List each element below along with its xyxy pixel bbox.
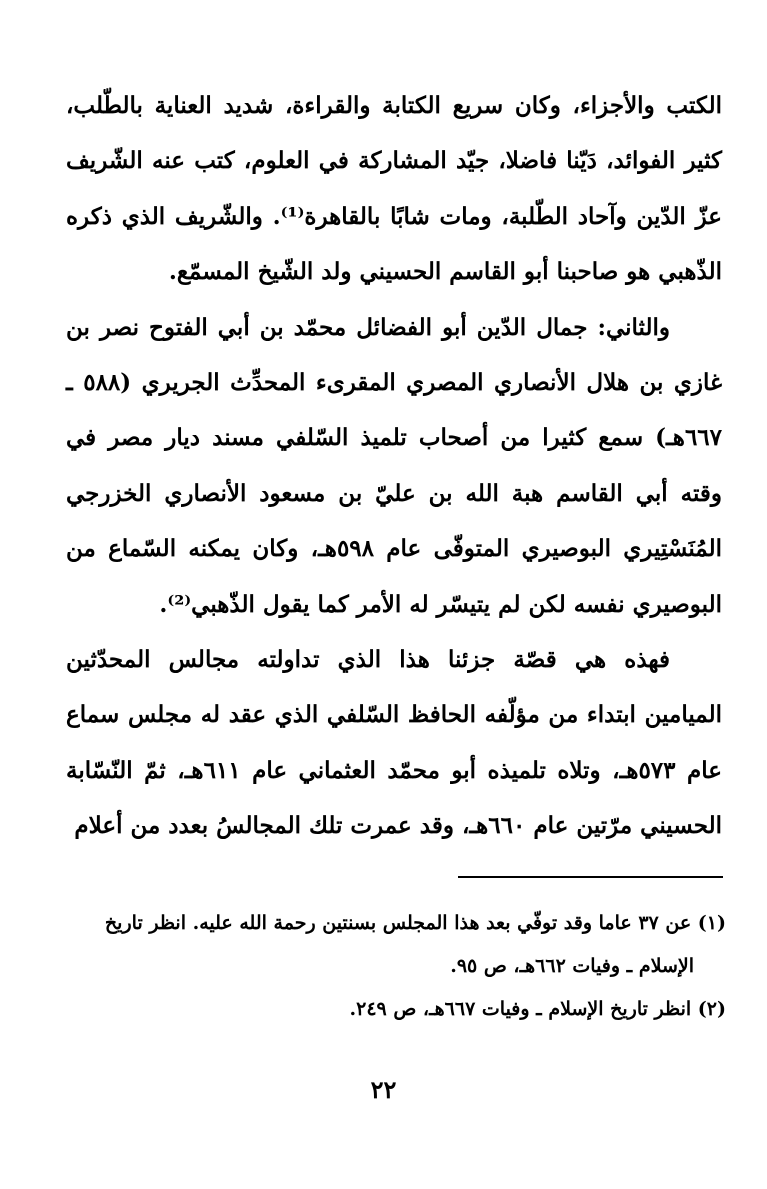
paragraph-1 xyxy=(66,78,722,300)
text-line: فهذه هي قصّة جزئنا هذا الذي تداولته مجالس المحدّثين الميامين xyxy=(66,646,722,729)
text-line: وقته أبي القاسم هبة الله بن عليّ بن مسعود الأنصاري الخزرجي xyxy=(66,479,722,507)
footnote-line: (٢) انظر تاريخ الإسلام ـ وفيات ٦٦٧هـ، ص ٢٤٩. xyxy=(349,998,726,1020)
text-line: غازي بن هلال الأنصاري المصري المقرىء المحدِّث الجريري (٥٨٨ ـ xyxy=(66,369,722,397)
text-line: ٥٧٣هـ، وتلاه تلميذه أبو محمّد العثماني عام ٦١١هـ، ثمّ النّسّابة xyxy=(66,756,676,784)
text-line: والثاني: جمال الدّين أبو الفضائل محمّد بن أبي الفتوح نصر بن xyxy=(66,313,670,341)
text-line: كثير الفوائد، دَيّنا فاضلا، جيّد المشاركة في العلوم، كتب عنه الشّريف xyxy=(66,147,722,175)
page-number: ٢٢ xyxy=(370,1075,397,1104)
footnote-2 xyxy=(66,988,726,1031)
paragraph-2 xyxy=(66,300,722,632)
text-line: ذكره الذّهبي هو صاحبنا أبو القاسم الحسيني ولد الشّيخ المسمّع. xyxy=(66,202,722,286)
text-line: ٦٦٧هـ) سمع كثيرا من أصحاب تلميذ السّلفي مسند ديار مصر في xyxy=(66,424,722,452)
footnote-line: الإسلام ـ وفيات ٦٦٢هـ، ص ٩٥. xyxy=(450,955,694,977)
footnote-line: (١) عن ٣٧ عاما وقد توفّي بعد هذا المجلس بسنتين رحمة الله عليه. انظر تاريخ xyxy=(104,912,726,934)
footnotes xyxy=(66,902,726,1031)
text-line: ابتداء من مؤلّفه الحافظ السّلفي الذي عقد له مجلس سماع عام xyxy=(66,701,722,784)
main-text xyxy=(66,78,722,854)
text-line: عزّ الدّين وآحاد الطّلبة، ومات شابًا بالقاهرة⁽¹⁾. والشّريف الذي xyxy=(121,202,722,230)
footnote-1 xyxy=(66,902,726,988)
paragraph-3 xyxy=(66,632,722,854)
text-line: المُنَسْتِيري البوصيري المتوفّى عام ٥٩٨هـ، وكان يمكنه السّماع من xyxy=(66,535,723,563)
footnote-divider xyxy=(458,876,723,878)
text-line: البوصيري نفسه لكن لم يتيسّر له الأمر كما يقول الذّهبي⁽²⁾. xyxy=(159,590,722,618)
text-line: الكتب والأجزاء، وكان سريع الكتابة والقراءة، شديد العناية بالطّلب، xyxy=(66,92,722,119)
text-line: الحسيني مرّتين عام ٦٦٠هـ، وقد عمرت تلك المجالسُ بعدد من أعلام xyxy=(74,812,722,840)
